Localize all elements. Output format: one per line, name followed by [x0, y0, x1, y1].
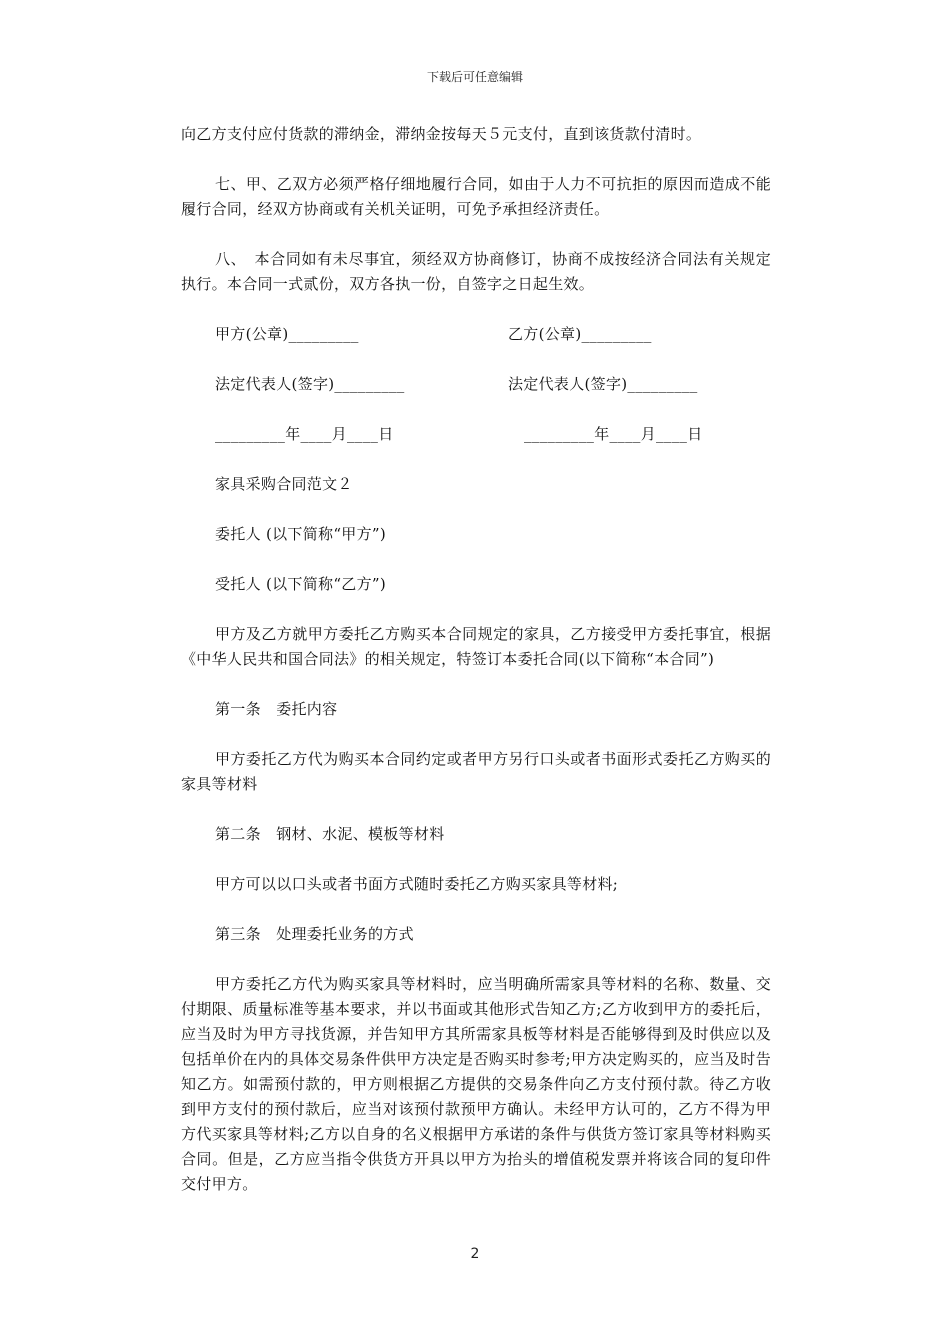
signature-row-representative [181, 372, 771, 397]
paragraph-late-fee: 向乙方支付应付货款的滞纳金，滞纳金按每天５元支付，直到该货款付清时。 [181, 125, 702, 143]
article-1-body: 甲方委托乙方代为购买本合同约定或者甲方另行口头或者书面形式委托乙方购买的家具等材料 [181, 750, 771, 793]
article-1-title: 第一条 委托内容 [215, 700, 338, 718]
party-a-representative-line: 法定代表人(签字)_________ [215, 375, 405, 393]
party-b-date-line: _________年____月____日 [524, 425, 703, 443]
party-b-representative-line: 法定代表人(签字)_________ [508, 375, 698, 393]
article-3-body: 甲方委托乙方代为购买家具等材料时，应当明确所需家具等材料的名称、数量、交付期限、质量标准等基本要求，并以书面或其他形式告知乙方;乙方收到甲方的委托后，应当及时为甲方寻找货源，并告知甲方其所需家具板等材料是否能够得到及时供应以及包括单价在内的具体交易条件供甲方决定是否购买时参考;甲方决定购买的，应当及时告知乙方。如需预付款的，甲方则根据乙方提供的交易条件向乙方支付预付款。待乙方收到甲方支付的预付款后，应当对该预付款预甲方确认。未经甲方认可的，乙方不得为甲方代买家具等材料;乙方以自身的名义根据甲方承诺的条件与供货方签订家具等材料购买合同。但是，乙方应当指令供货方开具以甲方为抬头的增值税发票并将该合同的复印件交付甲方。 [181, 975, 771, 1193]
party-b-seal-line: 乙方(公章)_________ [508, 325, 652, 343]
signature-row-date [181, 422, 771, 447]
paragraph-clause-7: 七、甲、乙双方必须严格仔细地履行合同，如由于人力不可抗拒的原因而造成不能履行合同，经双方协商或有关机关证明，可免予承担经济责任。 [181, 175, 771, 218]
page-number: 2 [470, 1246, 480, 1262]
article-2-title: 第二条 钢材、水泥、模板等材料 [215, 825, 445, 843]
article-3-title: 第三条 处理委托业务的方式 [215, 925, 414, 943]
article-2-body: 甲方可以以口头或者书面方式随时委托乙方购买家具等材料; [215, 875, 619, 893]
document-body [181, 122, 771, 1222]
agent-line: 受托人 (以下简称“乙方”) [215, 575, 387, 593]
party-a-seal-line: 甲方(公章)_________ [215, 325, 359, 343]
paragraph-intro: 甲方及乙方就甲方委托乙方购买本合同规定的家具，乙方接受甲方委托事宜，根据《中华人民共和国合同法》的相关规定，特签订本委托合同(以下简称“本合同”) [181, 625, 771, 668]
principal-line: 委托人 (以下简称“甲方”) [215, 525, 387, 543]
section-title: 家具采购合同范文２ [215, 475, 353, 493]
signature-row-seal [181, 322, 771, 347]
party-a-date-line: _________年____月____日 [215, 425, 394, 443]
paragraph-clause-8: 八、 本合同如有未尽事宜，须经双方协商修订，协商不成按经济合同法有关规定执行。本合同一式贰份，双方各执一份，自签字之日起生效。 [181, 250, 771, 293]
page-header: 下载后可任意编辑 [426, 70, 523, 84]
